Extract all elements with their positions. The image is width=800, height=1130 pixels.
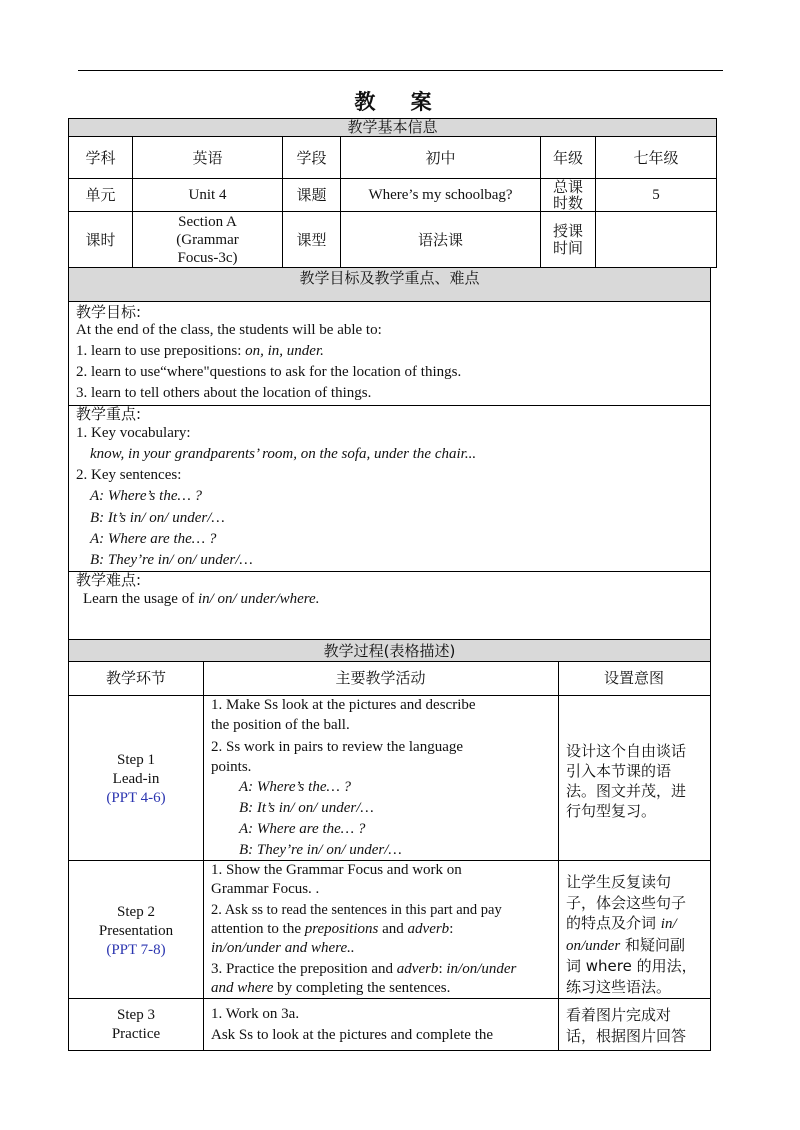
teach-time-label-line1: 授课 xyxy=(552,222,583,240)
goal-2: 2. learn to use“where"questions to ask for the location of things. xyxy=(76,364,462,380)
stage-value: 初中 xyxy=(341,137,541,179)
period-label: 课时 xyxy=(69,212,133,268)
step2-name xyxy=(69,903,203,960)
step3-name-line1: Step 3 xyxy=(117,1007,155,1023)
goal-3: 3. learn to tell others about the location of things. xyxy=(76,385,372,401)
step2-i4 xyxy=(566,935,708,957)
period-value xyxy=(133,212,283,268)
key-vocab-label: 1. Key vocabulary: xyxy=(76,425,191,441)
step2-i4-word: on/under xyxy=(566,937,621,954)
step2-i3 xyxy=(566,913,708,935)
difficulty-text-words: in/ on/ under/where. xyxy=(197,591,320,607)
step1-ppt: (PPT 4-6) xyxy=(106,790,166,806)
subject-value: 英语 xyxy=(133,137,283,179)
step2-i4-text: 和疑问副 xyxy=(620,935,685,954)
step1-a1: 1. Make Ss look at the pictures and describe xyxy=(211,697,476,713)
key-sentence-3: A: Where are the… ? xyxy=(90,531,217,547)
goals-label: 教学目标: xyxy=(76,303,142,321)
step1-s4: B: They’re in/ on/ under/… xyxy=(239,842,402,858)
step3-a1: 1. Work on 3a. xyxy=(211,1006,300,1022)
step1-name-line1: Step 1 xyxy=(117,752,155,768)
step2-a6 xyxy=(211,960,556,979)
step3-name xyxy=(69,1006,203,1044)
objectives-divider-2 xyxy=(69,571,710,572)
goal-1-text: 1. learn to use prepositions: xyxy=(76,343,246,359)
step2-ppt: (PPT 7-8) xyxy=(106,942,166,958)
period-line3: Focus-3c) xyxy=(177,250,238,266)
key-sentences-label: 2. Key sentences: xyxy=(76,467,182,483)
objectives-table xyxy=(68,268,711,640)
step2-a4 xyxy=(211,920,556,939)
period-line2: (Grammar xyxy=(176,232,239,248)
teach-time-label xyxy=(541,212,596,268)
step2-i2: 子，体会这些句子 xyxy=(566,893,687,912)
step1-i1: 设计这个自由谈话 xyxy=(566,742,687,760)
step1-s1: A: Where’s the… ? xyxy=(239,779,352,795)
key-sentence-2: B: It’s in/ on/ under/… xyxy=(90,510,225,526)
step1-name-line2: Lead-in xyxy=(112,771,160,787)
type-value: 语法课 xyxy=(341,212,541,268)
step2-a7-end: by completing the sentences. xyxy=(273,980,451,996)
step3-i2: 话，根据图片回答 xyxy=(566,1026,687,1045)
step1-a3: 2. Ss work in pairs to review the language xyxy=(211,739,464,755)
period-line1: Section A xyxy=(178,214,237,230)
step2-a4-mid: and xyxy=(378,921,408,937)
process-col-divider-1 xyxy=(203,662,204,1051)
key-sentence-1: A: Where’s the… ? xyxy=(90,488,203,504)
col-header-activity: 主要教学活动 xyxy=(335,669,426,687)
type-label: 课型 xyxy=(283,212,341,268)
step2-intent xyxy=(566,872,708,997)
step2-name-line2: Presentation xyxy=(98,923,174,939)
step2-i3-word: in/ xyxy=(660,916,677,932)
step2-i6: 练习这些语法。 xyxy=(566,977,672,996)
subject-label: 学科 xyxy=(69,137,133,179)
objectives-header: 教学目标及教学重点、难点 xyxy=(69,268,710,302)
key-vocab-words: know, in your grandparents’ room, on the sofa, under the chair... xyxy=(90,446,477,462)
step1-i4: 行句型复习。 xyxy=(566,802,657,820)
objectives-divider-1 xyxy=(69,405,710,406)
col-header-step: 教学环节 xyxy=(105,669,166,687)
step1-i2: 引入本节课的语 xyxy=(566,762,672,780)
difficulty-text-pre: Learn the usage of xyxy=(83,591,198,607)
step2-i1: 让学生反复读句 xyxy=(566,873,672,891)
unit-value: Unit 4 xyxy=(133,179,283,212)
step2-a6-pre: 3. Practice the preposition and xyxy=(211,961,397,977)
step1-activities xyxy=(211,696,553,861)
basic-info-header: 教学基本信息 xyxy=(69,119,716,137)
page-title: 教 案 xyxy=(354,90,446,114)
step1-a4: points. xyxy=(211,758,252,775)
step2-a4-prepositions: prepositions xyxy=(304,921,379,937)
step2-a2: Grammar Focus. . xyxy=(211,881,320,897)
step1-a2: the position of the ball. xyxy=(211,716,350,733)
step2-a6-adverb: adverb xyxy=(396,961,439,977)
step2-a6-mid: : xyxy=(438,961,447,977)
total-hours-label-line1: 总课 xyxy=(552,178,583,196)
process-row-divider-2 xyxy=(69,998,710,999)
step3-activities xyxy=(211,1004,556,1046)
step3-intent xyxy=(566,1005,708,1046)
key-points-label: 教学重点: xyxy=(76,405,142,423)
header-rule xyxy=(78,70,723,71)
goals-intro: At the end of the class, the students will be able to: xyxy=(76,322,382,338)
total-hours-value: 5 xyxy=(596,179,716,212)
goal-1-words: on, in, under. xyxy=(245,343,324,359)
grade-label: 年级 xyxy=(541,137,596,179)
step2-name-line1: Step 2 xyxy=(117,904,155,920)
step3-i1: 看着图片完成对 xyxy=(566,1006,672,1024)
step2-a7-words: and where xyxy=(211,980,274,996)
step2-a6-words: in/on/under xyxy=(446,961,517,977)
unit-label: 单元 xyxy=(69,179,133,212)
process-col-divider-2 xyxy=(558,662,559,1051)
step2-a7 xyxy=(211,979,556,998)
teach-time-value xyxy=(596,212,716,268)
topic-label: 课题 xyxy=(283,179,341,212)
step1-intent xyxy=(566,741,708,821)
teach-time-label-line2: 时间 xyxy=(552,239,583,257)
step2-a1: 1. Show the Grammar Focus and work on xyxy=(211,862,462,878)
col-header-intent: 设置意图 xyxy=(603,669,664,687)
step2-i5: 词 where 的用法， xyxy=(566,957,697,975)
difficulty-text xyxy=(83,589,319,610)
grade-value: 七年级 xyxy=(596,137,716,179)
total-hours-label-line2: 时数 xyxy=(552,194,583,212)
step2-a5: in/on/under and where.. xyxy=(211,940,355,956)
step1-i3: 法。图文并茂，进 xyxy=(566,782,687,800)
step3-a2: Ask Ss to look at the pictures and complete the xyxy=(211,1027,494,1043)
goal-1 xyxy=(76,341,324,362)
step1-s3: A: Where are the… ? xyxy=(239,821,366,837)
step2-a4-end: : xyxy=(449,921,454,937)
difficulty-label: 教学难点: xyxy=(76,571,142,589)
step1-name xyxy=(69,751,203,808)
step2-a3: 2. Ask ss to read the sentences in this part and pay xyxy=(211,902,502,918)
step2-a4-pre: attention to the xyxy=(211,921,305,937)
topic-value: Where’s my schoolbag? xyxy=(341,179,541,212)
total-hours-label xyxy=(541,179,596,212)
process-header: 教学过程(表格描述) xyxy=(69,640,710,662)
key-sentence-4: B: They’re in/ on/ under/… xyxy=(90,552,253,568)
step2-activities xyxy=(211,861,556,998)
stage-label: 学段 xyxy=(283,137,341,179)
step2-i3-text: 的特点及介词 xyxy=(566,914,661,932)
basic-info-table xyxy=(68,118,717,268)
step1-s2: B: It’s in/ on/ under/… xyxy=(239,800,374,816)
process-table xyxy=(68,640,711,1051)
step3-name-line2: Practice xyxy=(111,1026,161,1042)
step2-a4-adverb: adverb xyxy=(407,921,450,937)
